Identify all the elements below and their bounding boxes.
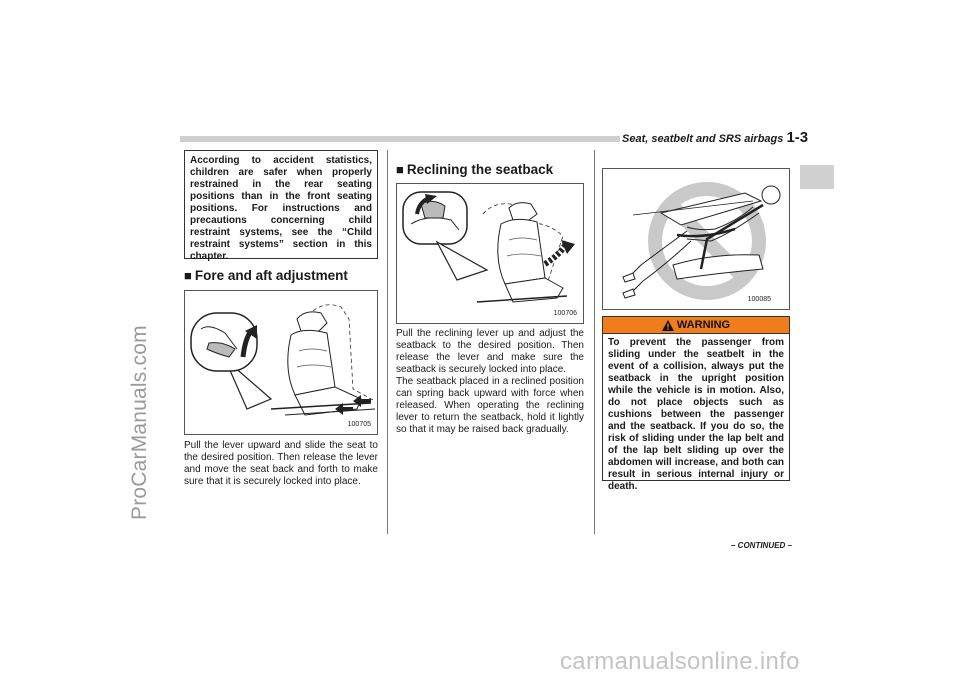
fore-aft-heading-text: Fore and aft adjustment — [194, 268, 348, 283]
section-title: Seat, seatbelt and SRS airbags — [622, 133, 784, 145]
reclining-text-1: Pull the reclining lever up and adjust the seatback to the desired position. Then release the lever and make sure the seatback is securely locked into place. — [396, 328, 584, 375]
figure-number: 100085 — [747, 296, 771, 303]
prohibition-figure — [602, 168, 790, 310]
page-number: 1-3 — [786, 129, 809, 146]
statistics-note: According to accident statistics, children are safer when properly restrained in the rear seating positions than in the front seating positions. For instructions and precautions concerning child restraint systems, see the “Child restraint systems” section in this chapter. — [184, 150, 378, 259]
seat-icon — [185, 291, 377, 434]
figure-number: 100706 — [553, 310, 577, 317]
page-header — [622, 129, 808, 146]
square-bullet-icon: ■ — [396, 162, 404, 177]
fore-aft-text: Pull the lever upward and slide the seat to the desired position. Then release the lever and move the seat back and forth to make sure that it is securely locked into place. — [184, 440, 378, 487]
warning-text: To prevent the passenger from sliding under the seatbelt in the event of a collision, always put the seatback in the upright position while the vehicle is in motion. Also, do not place objects such as cushions between the passenger and the seatback. If you do so, the risk of sliding under the lap belt and of the lap belt sliding up over the abdomen will increase, and both can result in serious internal injury or death. — [602, 334, 790, 481]
warning-header — [602, 316, 790, 334]
fore-aft-figure — [184, 290, 378, 435]
warning-triangle-icon — [662, 320, 674, 331]
reclining-text — [396, 328, 584, 436]
square-bullet-icon: ■ — [184, 268, 192, 283]
column-divider — [594, 150, 595, 534]
bottom-watermark: carmanualsonline.info — [560, 648, 800, 675]
column-divider — [387, 150, 388, 534]
continued-label: – CONTINUED – — [731, 541, 792, 550]
reclining-heading-text: Reclining the seatback — [406, 162, 554, 177]
prohibition-icon — [603, 169, 789, 309]
fore-aft-heading — [184, 268, 348, 283]
side-watermark: ProCarManuals.com — [128, 325, 151, 520]
warning-label: WARNING — [676, 319, 731, 331]
seat-icon — [397, 184, 583, 323]
reclining-heading — [396, 162, 553, 177]
header-bar — [180, 136, 620, 142]
reclining-text-2: The seatback placed in a reclined position can spring back upward with force when released. When operating the reclining lever to return the seatback, hold it lightly so that it may be raised back gradually. — [396, 376, 584, 435]
figure-number: 100705 — [347, 421, 371, 428]
reclining-figure — [396, 183, 584, 324]
chapter-tab — [800, 165, 834, 189]
